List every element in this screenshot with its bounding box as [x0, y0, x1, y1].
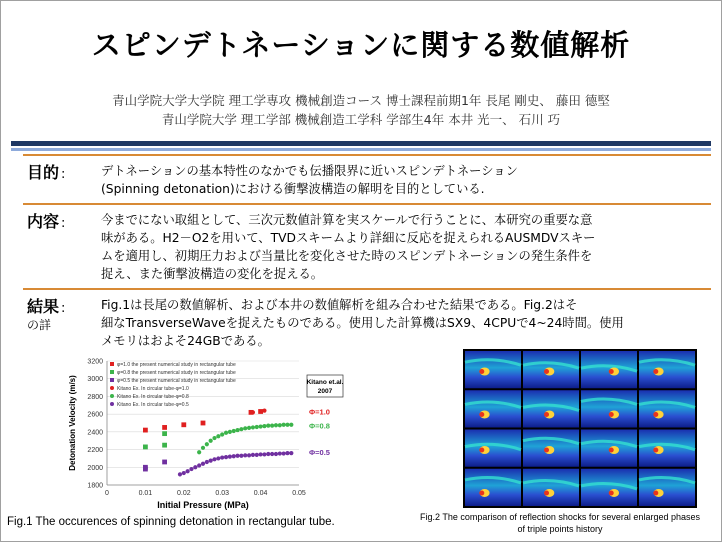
results-body — [101, 296, 701, 350]
data-point — [262, 424, 266, 428]
simulation-frame — [465, 390, 521, 427]
data-point — [162, 443, 167, 448]
figure-2-caption-line: of triple points history — [517, 524, 603, 534]
simulation-frame — [639, 469, 695, 506]
content-heading-text: 内容 — [27, 212, 60, 231]
data-point — [143, 445, 148, 450]
simulation-frame — [523, 430, 579, 467]
data-point — [285, 423, 289, 427]
data-point — [274, 452, 278, 456]
data-point — [247, 426, 251, 430]
data-point — [289, 451, 293, 455]
x-tick-label: 0.02 — [176, 490, 191, 497]
data-point — [251, 425, 255, 429]
data-point — [255, 453, 259, 457]
data-point — [270, 424, 274, 428]
purpose-line: (Spinning detonation)における衝撃波構造の解明を目的としている. — [101, 182, 485, 196]
data-point — [251, 453, 255, 457]
simulation-frame — [465, 469, 521, 506]
simulation-frame — [523, 469, 579, 506]
content-colon: : — [61, 216, 66, 231]
section-divider-results — [23, 288, 711, 290]
purpose-heading — [27, 160, 65, 183]
legend-marker — [110, 378, 114, 382]
purpose-colon: : — [61, 167, 66, 182]
results-line: Fig.1は長尾の数値解析、および本井の数値解析を組み合わせた結果である。Fig.2はそ — [101, 298, 578, 312]
y-tick-label: 3000 — [87, 376, 103, 384]
data-point — [262, 452, 266, 456]
x-tick-label: 0.05 — [292, 490, 306, 497]
data-point — [193, 465, 197, 469]
data-point — [182, 471, 186, 475]
data-point — [235, 428, 239, 432]
data-point — [181, 422, 186, 427]
section-divider-content — [23, 203, 711, 205]
x-tick-label: 0.04 — [253, 490, 268, 497]
phi-annotation: Φ=0.5 — [309, 448, 330, 458]
header-divider-accent — [11, 148, 711, 151]
data-point — [239, 454, 243, 458]
y-tick-label: 2200 — [87, 447, 103, 455]
data-point — [224, 455, 228, 459]
data-point — [162, 460, 167, 465]
x-tick-label: 0 — [105, 490, 109, 497]
data-point — [282, 451, 286, 455]
data-point — [259, 424, 263, 428]
y-axis-label: Detonation Velocity (m/s) — [68, 375, 77, 471]
simulation-frame — [581, 351, 637, 388]
results-subheading: の詳 — [27, 318, 52, 332]
data-point — [278, 423, 282, 427]
data-point — [224, 431, 228, 435]
x-tick-label: 0.03 — [215, 490, 230, 497]
content-line: ムを適用し、初期圧力および当量比を変化させた時のスピンデトネーションの発生条件を — [101, 249, 593, 263]
simulation-frame — [523, 351, 579, 388]
data-point — [201, 421, 206, 426]
data-point — [228, 455, 232, 459]
author-line-1: 青山学院大学大学院 理工学専攻 機械創造コース 博士課程前期1年 長尾 剛史、 藤田 德堅 — [112, 93, 610, 108]
data-point — [285, 451, 289, 455]
legend-label: φ=0.5 the present numerical study in rectangular tube — [117, 378, 236, 384]
data-point — [251, 410, 255, 414]
data-point — [278, 451, 282, 455]
data-point — [162, 425, 167, 430]
legend-marker — [110, 386, 114, 390]
content-line: 捉え、また衝撃波構造の変化を捉える。 — [101, 267, 324, 281]
legend-label: Kitano Ex. In circular tube-φ=0.8 — [117, 394, 189, 400]
data-point — [247, 453, 251, 457]
data-point — [186, 469, 190, 473]
simulation-frame — [581, 390, 637, 427]
data-point — [262, 409, 266, 413]
y-tick-label: 2000 — [87, 464, 103, 472]
data-point — [197, 450, 201, 454]
legend-label: φ=1.0 the present numerical study in rectangular tube — [117, 362, 236, 368]
simulation-frame — [581, 430, 637, 467]
data-point — [212, 436, 216, 440]
data-point — [220, 432, 224, 436]
x-tick-label: 0.01 — [138, 490, 153, 497]
data-point — [209, 439, 213, 443]
legend-label: Kitano Ex. In circular tube-φ=1.0 — [117, 386, 189, 392]
figure-2-caption — [401, 511, 719, 535]
author-block — [1, 91, 721, 129]
purpose-body — [101, 162, 701, 198]
data-point — [235, 454, 239, 458]
header-divider — [11, 141, 711, 146]
legend-marker — [110, 394, 114, 398]
data-point — [209, 459, 213, 463]
data-point — [216, 434, 220, 438]
data-point — [220, 455, 224, 459]
data-point — [270, 452, 274, 456]
simulation-frame — [581, 469, 637, 506]
legend-marker — [110, 362, 114, 366]
phi-annotation: Φ=1.0 — [309, 407, 330, 417]
legend-marker — [110, 402, 114, 406]
legend-marker — [110, 370, 114, 374]
figure-1-chart — [61, 353, 383, 513]
data-point — [205, 442, 209, 446]
data-point — [228, 430, 232, 434]
results-line: メモリはおよそ24GBである。 — [101, 334, 270, 348]
results-colon: : — [61, 301, 66, 316]
content-heading — [27, 209, 65, 232]
content-line: 今までにない取組として、三次元数値計算を実スケールで行うことに、本研究の重要な意 — [101, 213, 593, 227]
simulation-frame — [523, 390, 579, 427]
kitano-box-label: Kitano et.al. — [306, 379, 344, 386]
data-point — [162, 431, 167, 436]
data-point — [178, 472, 182, 476]
simulation-frame — [465, 430, 521, 467]
content-line: 味がある。H2－O2を用いて、TVDスキームより詳細に反応を捉えられるAUSMDVスキー — [101, 231, 596, 245]
results-heading-text: 結果 — [27, 297, 60, 316]
data-point — [255, 425, 259, 429]
author-line-2: 青山学院大学 理工学部 機械創造工学科 学部生4年 本井 光一、 石川 巧 — [161, 112, 561, 127]
data-point — [197, 463, 201, 467]
simulation-frame — [639, 390, 695, 427]
y-tick-label: 2600 — [87, 411, 103, 419]
data-point — [266, 424, 270, 428]
data-point — [289, 423, 293, 427]
section-divider-purpose — [23, 154, 711, 156]
results-line: 細なTransverseWaveを捉えたものである。使用した計算機はSX9、4CPUで4~24時間。使用 — [101, 316, 624, 330]
kitano-box-year: 2007 — [317, 388, 333, 395]
legend-label: Kitano Ex. In circular tube-φ=0.5 — [117, 402, 189, 408]
y-tick-label: 3200 — [87, 358, 103, 366]
x-axis-label: Initial Pressure (MPa) — [157, 500, 249, 510]
data-point — [201, 446, 205, 450]
simulation-frame — [639, 430, 695, 467]
results-heading — [27, 294, 65, 317]
data-point — [274, 423, 278, 427]
data-point — [243, 426, 247, 430]
data-point — [243, 453, 247, 457]
content-body — [101, 211, 701, 283]
data-point — [232, 454, 236, 458]
data-point — [282, 423, 286, 427]
data-point — [232, 429, 236, 433]
data-point — [143, 465, 148, 470]
simulation-frame — [639, 351, 695, 388]
y-tick-label: 1800 — [87, 482, 103, 490]
simulation-frame — [465, 351, 521, 388]
data-point — [212, 457, 216, 461]
data-point — [143, 428, 148, 433]
phi-annotation: Φ=0.8 — [309, 421, 330, 431]
data-point — [205, 460, 209, 464]
slide-title: スピンデトネーションに関する数値解析 — [91, 28, 631, 62]
data-point — [239, 427, 243, 431]
data-point — [216, 456, 220, 460]
data-point — [258, 409, 263, 414]
y-tick-label: 2800 — [87, 393, 103, 401]
purpose-line: デトネーションの基本特性のなかでも伝播限界に近いスピンデトネーション — [101, 164, 518, 178]
y-tick-label: 2400 — [87, 429, 103, 437]
purpose-heading-text: 目的 — [27, 163, 60, 182]
figure-2-caption-line: Fig.2 The comparison of reflection shocks for several enlarged phases — [420, 512, 700, 522]
figure-1-caption: Fig.1 The occurences of spinning detonation in rectangular tube. — [7, 516, 335, 528]
data-point — [259, 452, 263, 456]
figure-2-simulation-image — [463, 349, 697, 508]
data-point — [189, 467, 193, 471]
data-point — [201, 462, 205, 466]
legend-label: φ=0.8 the present numerical study in rectangular tube — [117, 370, 236, 376]
data-point — [266, 452, 270, 456]
